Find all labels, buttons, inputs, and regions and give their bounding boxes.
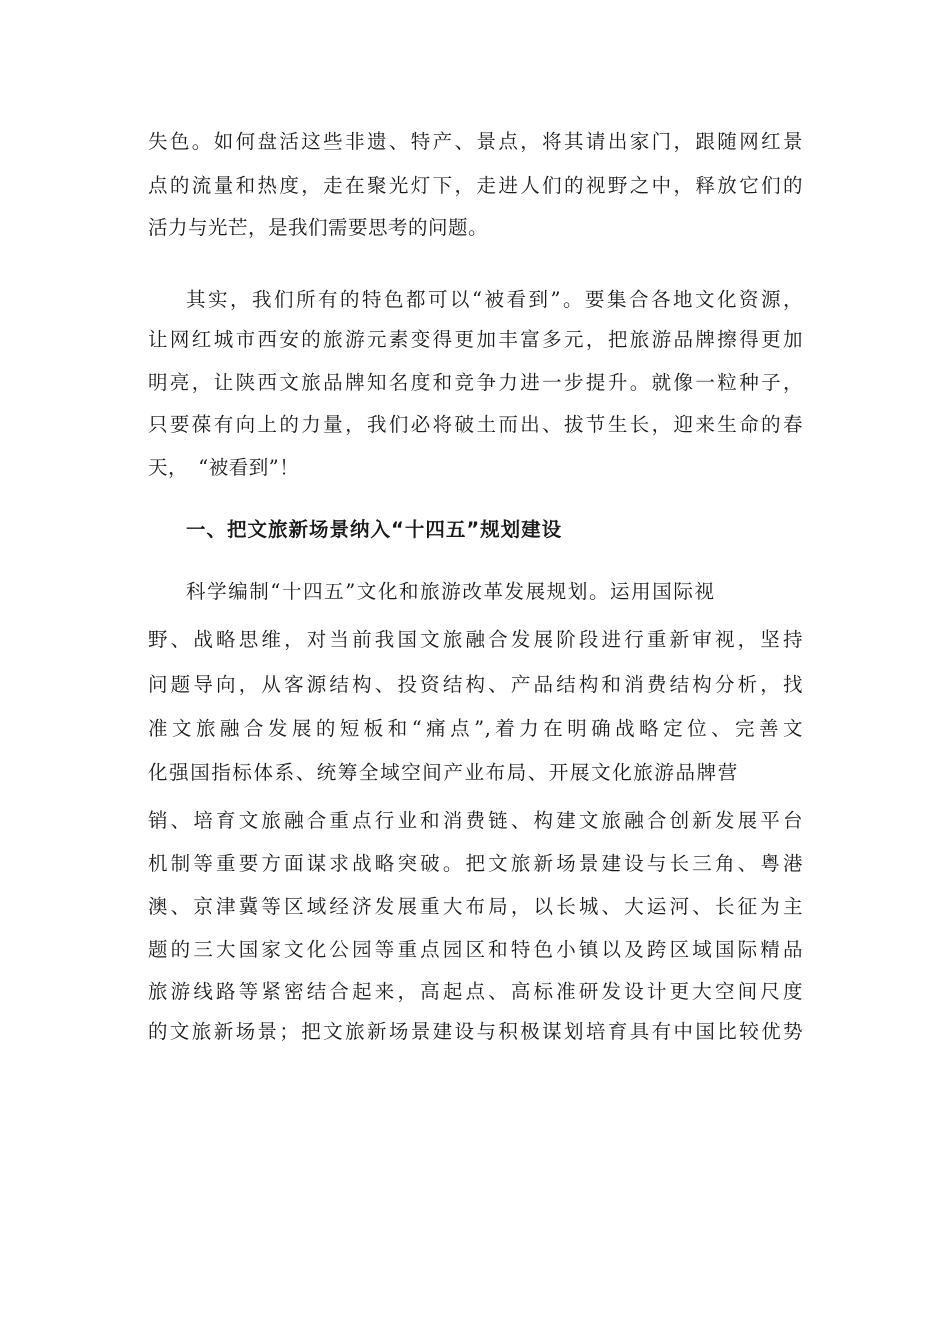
- paragraph-line: 问题导向，从客源结构、投资结构、产品结构和消费结构分析，找: [148, 673, 803, 696]
- paragraph-line: 活力与光芒，是我们需要思考的问题。: [148, 216, 489, 239]
- paragraph-line: 点的流量和热度，走在聚光灯下，走进人们的视野之中，释放它们的: [148, 174, 803, 197]
- paragraph-line: 科学编制“十四五”文化和旅游改革发展规划。运用国际视: [186, 580, 716, 603]
- paragraph-line: 让网红城市西安的旅游元素变得更加丰富多元，把旅游品牌擦得更加: [148, 328, 803, 351]
- paragraph-line: 野、战略思维，对当前我国文旅融合发展阶段进行重新审视，坚持: [148, 628, 803, 651]
- paragraph-line: 准文旅融合发展的短板和“痛点”,着力在明确战略定位、完善文: [148, 717, 803, 740]
- paragraph-line: 的文旅新场景；把文旅新场景建设与积极谋划培育具有中国比较优势: [148, 1020, 803, 1043]
- paragraph-line: 销、培育文旅融合重点行业和消费链、构建文旅融合创新发展平台: [148, 809, 803, 832]
- paragraph-line: 题的三大国家文化公园等重点园区和特色小镇以及跨区域国际精品: [148, 938, 803, 961]
- paragraph-line: 天， “被看到”！: [148, 456, 300, 479]
- paragraph-line: 其实，我们所有的特色都可以“被看到”。要集合各地文化资源，: [186, 288, 803, 311]
- paragraph-line: 旅游线路等紧密结合起来，高起点、高标准研发设计更大空间尺度: [148, 980, 803, 1003]
- paragraph-line: 只要葆有向上的力量，我们必将破土而出、拔节生长，迎来生命的春: [148, 413, 803, 436]
- paragraph-line: 失色。如何盘活这些非遗、特产、景点，将其请出家门，跟随网红景: [148, 130, 803, 153]
- paragraph-line: 明亮，让陕西文旅品牌知名度和竞争力进一步提升。就像一粒种子，: [148, 371, 803, 394]
- paragraph-line: 机制等重要方面谋求战略突破。把文旅新场景建设与长三角、粤港: [148, 852, 803, 875]
- section-heading: 一、把文旅新场景纳入“十四五”规划建设: [186, 518, 563, 541]
- paragraph-line: 澳、京津冀等区域经济发展重大布局，以长城、大运河、长征为主: [148, 895, 803, 918]
- paragraph-line: 化强国指标体系、统筹全域空间产业布局、开展文化旅游品牌营: [148, 761, 739, 784]
